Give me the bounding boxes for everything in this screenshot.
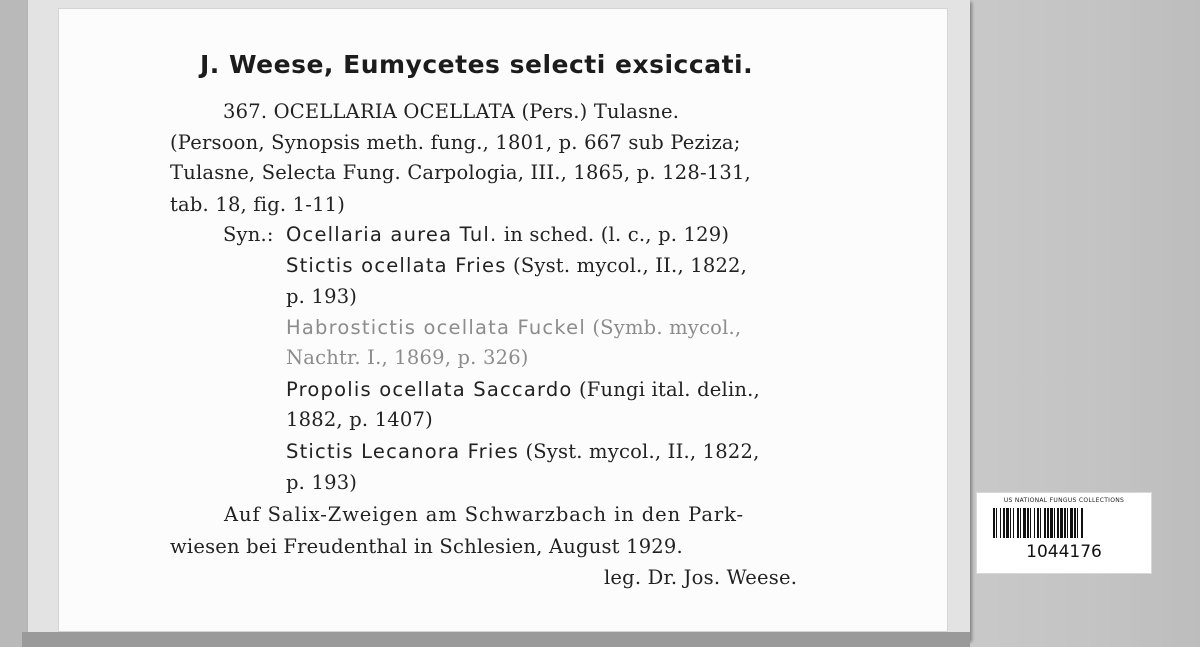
synonym-reference: (Syst. mycol., II., 1822, bbox=[525, 440, 760, 463]
synonym-reference: (Symb. mycol., bbox=[592, 316, 742, 339]
synonym-5-continued: p. 193) bbox=[286, 471, 358, 494]
synonym-2 bbox=[286, 254, 747, 277]
collector-line: leg. Dr. Jos. Weese. bbox=[604, 566, 798, 589]
entry-name: OCELLARIA OCELLATA (Pers.) Tulasne. bbox=[273, 100, 680, 123]
barcode-number: 1044176 bbox=[1026, 542, 1102, 562]
synonym-1 bbox=[286, 223, 729, 246]
entry-number: 367. bbox=[223, 100, 268, 123]
synonym-label: Syn.: bbox=[223, 223, 274, 246]
synonym-name: Stictis Lecanora Fries bbox=[286, 440, 520, 463]
sheet-bottom-edge bbox=[22, 632, 970, 647]
barcode-header: US NATIONAL FUNGUS COLLECTIONS bbox=[1003, 497, 1125, 504]
synonym-4 bbox=[286, 378, 760, 401]
synonym-5 bbox=[286, 440, 760, 463]
synonym-reference: in sched. (l. c., p. 129) bbox=[503, 223, 730, 246]
reference-line-2: Tulasne, Selecta Fung. Carpologia, III., 1865, p. 128-131, bbox=[170, 161, 751, 184]
synonym-2-continued: p. 193) bbox=[286, 285, 358, 308]
entry-line bbox=[223, 100, 679, 123]
synonym-name: Ocellaria aurea Tul. bbox=[286, 223, 498, 246]
barcode-bars bbox=[993, 508, 1135, 538]
synonym-reference: (Syst. mycol., II., 1822, bbox=[513, 254, 748, 277]
locality-line-2: wiesen bei Freudenthal in Schlesien, August 1929. bbox=[170, 535, 683, 558]
synonym-3-continued: Nachtr. I., 1869, p. 326) bbox=[286, 346, 529, 369]
synonym-name: Habrostictis ocellata Fuckel bbox=[286, 316, 586, 339]
reference-line-1: (Persoon, Synopsis meth. fung., 1801, p. 667 sub Peziza; bbox=[170, 131, 741, 154]
synonym-3 bbox=[286, 316, 741, 339]
reference-line-3: tab. 18, fig. 1-11) bbox=[170, 193, 346, 216]
synonym-reference: (Fungi ital. delin., bbox=[578, 378, 760, 401]
synonym-name: Stictis ocellata Fries bbox=[286, 254, 507, 277]
synonym-name: Propolis ocellata Saccardo bbox=[286, 378, 573, 401]
label-title: J. Weese, Eumycetes selecti exsiccati. bbox=[200, 50, 754, 79]
locality-line-1: Auf Salix-Zweigen am Schwarzbach in den Park- bbox=[224, 503, 744, 526]
barcode-label bbox=[976, 492, 1152, 574]
synonym-4-continued: 1882, p. 1407) bbox=[286, 408, 433, 431]
